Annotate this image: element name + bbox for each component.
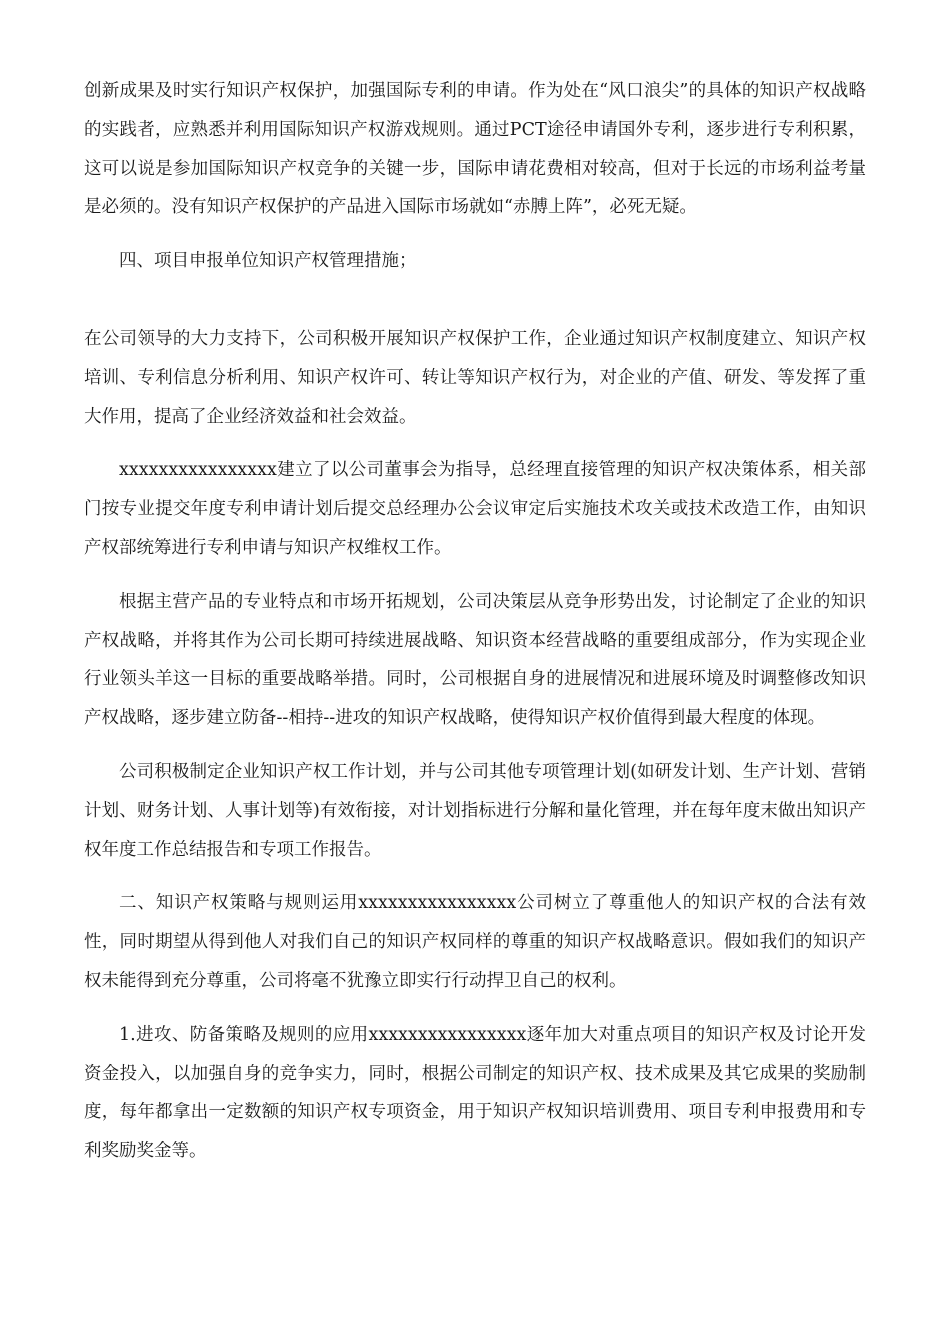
paragraph-offense-defense: 1.进攻、防备策略及规则的应用xxxxxxxxxxxxxxxx逐年加大对重点项目的知识产权及讨论开发资金投入，以加强自身的竞争实力，同时，根据公司制定的知识产权、技术成果及其它成果的奖励制度，每年都拿出一定数额的知识产权专项资金，用于知识产权知识培训费用、项目专利申报费用和专利奖励奖金等。 [84, 1024, 866, 1162]
document-page [84, 72, 866, 1186]
paragraph-work-plan: 公司积极制定企业知识产权工作计划，并与公司其他专项管理计划(如研发计划、生产计划、营销计划、财务计划、人事计划等)有效衔接，对计划指标进行分解和量化管理，并在每年度末做出知识产权年度工作总结报告和专项工作报告。 [84, 761, 866, 860]
paragraph-strategy-rules: 二、知识产权策略与规则运用xxxxxxxxxxxxxxxx公司树立了尊重他人的知识产权的合法有效性，同时期望从得到他人对我们自己的知识产权同样的尊重的知识产权战略意识。假如我们的知识产权未能得到充分尊重，公司将毫不犹豫立即实行行动捍卫自己的权利。 [84, 893, 866, 991]
paragraph-decision-system: xxxxxxxxxxxxxxxx建立了以公司董事会为指导，总经理直接管理的知识产权决策体系，相关部门按专业提交年度专利申请计划后提交总经理办公会议审定后实施技术攻关或技术改造工作，由知识产权部统筹进行专利申请与知识产权维权工作。 [84, 460, 866, 558]
paragraph-company-support: 在公司领导的大力支持下，公司积极开展知识产权保护工作，企业通过知识产权制度建立、知识产权培训、专利信息分析利用、知识产权许可、转让等知识产权行为，对企业的产值、研发、等发挥了重大作用，提高了企业经济效益和社会效益。 [84, 328, 866, 427]
paragraph-ip-protection-international: 创新成果及时实行知识产权保护，加强国际专利的申请。作为处在“风口浪尖”的具体的知识产权战略的实践者，应熟悉并利用国际知识产权游戏规则。通过PCT途径申请国外专利，逐步进行专利积累，这可以说是参加国际知识产权竞争的关键一步，国际申请花费相对较高，但对于长远的市场利益考量是必须的。没有知识产权保护的产品进入国际市场就如“赤膊上阵”，必死无疑。 [84, 81, 866, 218]
blank-gap [84, 281, 866, 320]
paragraph-ip-strategy: 根据主营产品的专业特点和市场开拓规划，公司决策层从竞争形势出发，讨论制定了企业的知识产权战略，并将其作为公司长期可持续进展战略、知识资本经营战略的重要组成部分，作为实现企业行业领头羊这一目标的重要战略举措。同时，公司根据自身的进展情况和进展环境及时调整修改知识产权战略，逐步建立防备--相持--进攻的知识产权战略，使得知识产权价值得到最大程度的体现。 [84, 591, 866, 729]
section-heading-management-measures: 四、项目申报单位知识产权管理措施； [119, 251, 417, 272]
